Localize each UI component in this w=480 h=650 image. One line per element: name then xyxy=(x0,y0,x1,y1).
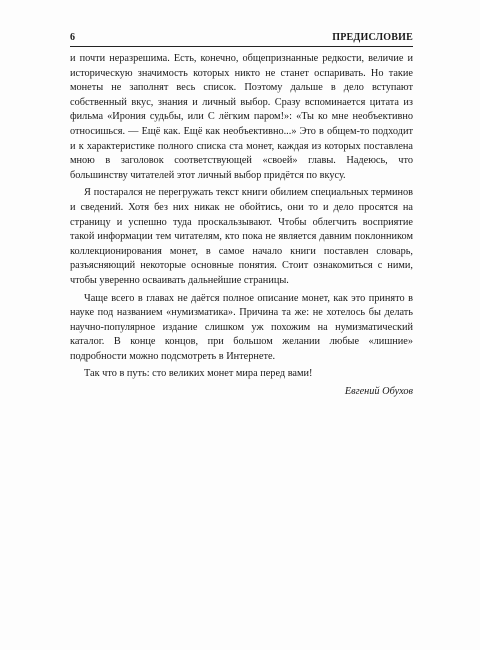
author-signature: Евгений Обухов xyxy=(344,386,413,398)
paragraph-continuation: и почти неразрешима. Есть, конечно, общепризнанные редкости, величие и историческую значимость которых никто не станет оспаривать. Но такие монеты не заполнят весь список. Поэтому дальше в дело вступают собственный вкус, знания и личный выбор. Сразу вспоминается цитата из фильма «Ирония судьбы, или С лёгким паром!»: «Ты ко мне необъективно относишься. — Ещё как. Ещё как необъективно...» Это в общем-то подходит и к характеристике полного списка ста монет, каждая из которых поставлена мною в заголовок соответствующей «своей» главы. Надеюсь, что большинству читателей этот личный выбор придётся по вкусу. xyxy=(70,53,413,181)
book-page xyxy=(70,32,413,400)
body-text xyxy=(70,52,413,382)
paragraph-terms: Я постарался не перегружать текст книги обилием специальных терминов и сведений. Хотя без них никак не обойтись, они то и дело просятся на страницу и успешно туда проскальзывают. Чтобы облегчить восприятие такой информации тем читателям, кто пока не является давним поклонником коллекционирования монет, в самое начало книги поставлен словарь, разъясняющий некоторые основные понятия. Стоит ознакомиться с ними, чтобы уверенно осваивать дальнейшие страницы. xyxy=(70,187,413,286)
running-header xyxy=(70,32,413,47)
paragraph-closing: Так что в путь: сто великих монет мира перед вами! xyxy=(84,368,313,380)
paragraph-description: Чаще всего в главах не даётся полное описание монет, как это принято в науке под названием «нумизматика». Причина та же: не хотелось бы делать научно-популярное издание слишком уж похожим на нумизматический каталог. В конце концов, при большом желании любые «лишние» подробности можно подсмотреть в Интернете. xyxy=(70,292,413,362)
page-number: 6 xyxy=(70,32,75,43)
section-title: ПРЕДИСЛОВИЕ xyxy=(332,32,413,43)
